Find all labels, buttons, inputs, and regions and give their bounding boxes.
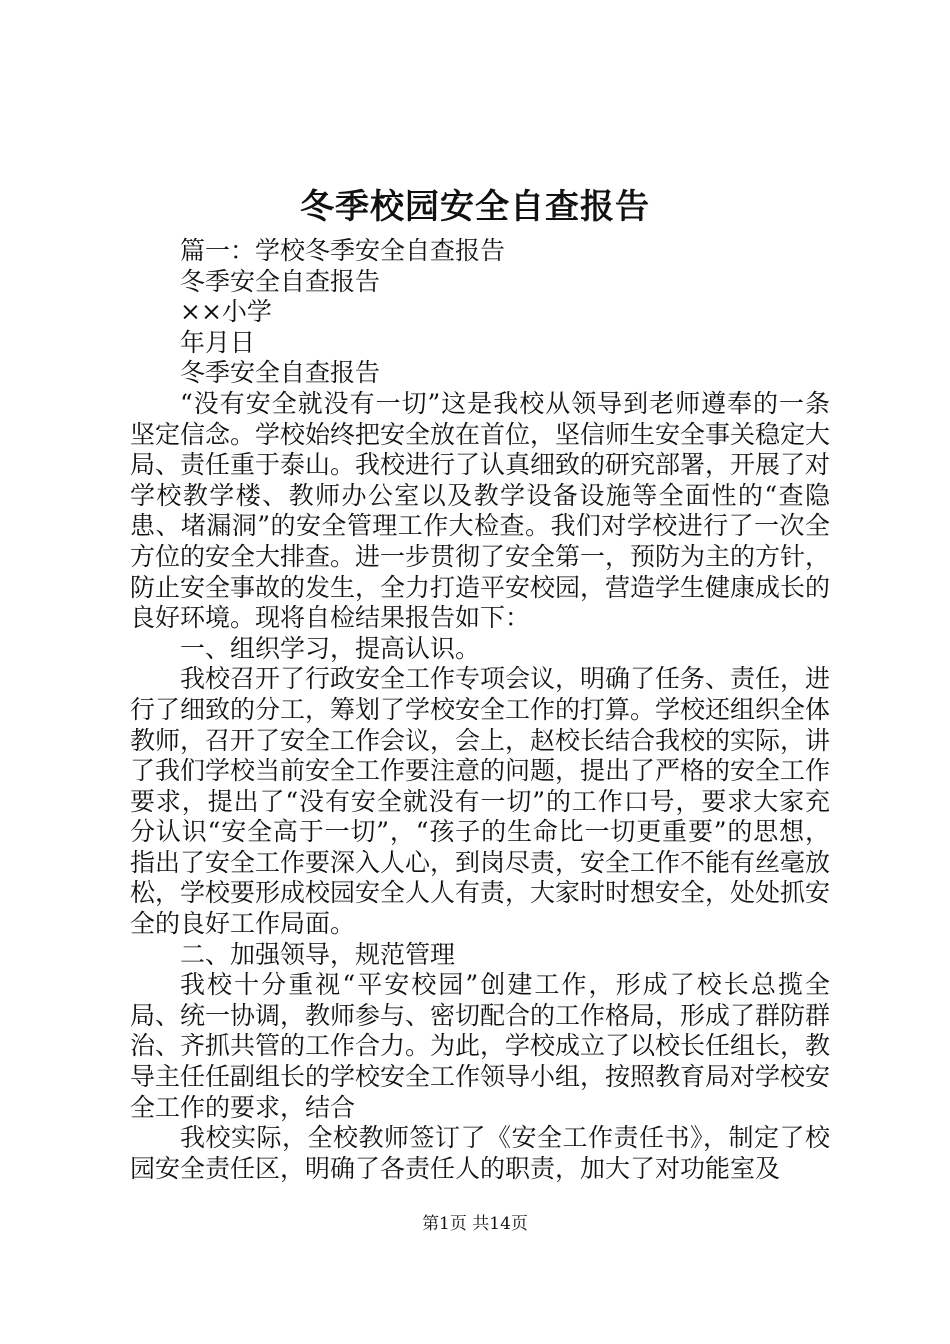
paragraph-body-three: 我校实际，全校教师签订了《安全工作责任书》，制定了校园安全责任区，明确了各责任人的职责，加大了对功能室及 bbox=[130, 1123, 830, 1183]
paragraph-heading-two: 二、加强领导，规范管理 bbox=[180, 939, 456, 969]
page-number-footer: 第1页 共14页 bbox=[422, 1214, 528, 1234]
paragraph-date: 年月日 bbox=[180, 327, 256, 357]
paragraph-body-two: 我校十分重视“平安校园”创建工作，形成了校长总揽全局、统一协调，教师参与、密切配合的工作格局，形成了群防群治、齐抓共管的工作合力。为此，学校成立了以校长任组长，教导主任任副组长的学校安全工作领导小组，按照教育局对学校安全工作的要求，结合 bbox=[130, 970, 831, 1122]
paragraph-body-one: 我校召开了行政安全工作专项会议，明确了任务、责任，进行了细致的分工，筹划了学校安全工作的打算。学校还组织全体教师，召开了安全工作会议，会上，赵校长结合我校的实际，讲了我们学校当前安全工作要注意的问题，提出了严格的安全工作要求，提出了“没有安全就没有一切”的工作口号，要求大家充分认识“安全高于一切”，“孩子的生命比一切更重要”的思想，指出了安全工作要深入人心，到岗尽责，安全工作不能有丝毫放松，学校要形成校园安全人人有责，大家时时想安全，处处抓安全的良好工作局面。 bbox=[130, 664, 831, 939]
paragraph-school-name: ××小学 bbox=[180, 297, 272, 327]
document-body bbox=[130, 236, 830, 1184]
paragraph-intro: “没有安全就没有一切”这是我校从领导到老师遵奉的一条坚定信念。学校始终把安全放在首位，坚信师生安全事关稳定大局、责任重于泰山。我校进行了认真细致的研究部署，开展了对学校教学楼、教师办公室以及教学设备设施等全面性的“查隐患、堵漏洞”的安全管理工作大检查。我们对学校进行了一次全方位的安全大排查。进一步贯彻了安全第一，预防为主的方针，防止安全事故的发生，全力打造平安校园，营造学生健康成长的良好环境。现将自检结果报告如下： bbox=[130, 388, 831, 633]
paragraph-section-heading: 篇一：学校冬季安全自查报告 bbox=[180, 236, 506, 265]
paragraph-report-title: 冬季安全自查报告 bbox=[180, 358, 381, 388]
document-title: 冬季校园安全自查报告 bbox=[300, 187, 650, 227]
paragraph-cover-title: 冬季安全自查报告 bbox=[180, 266, 381, 296]
paragraph-heading-one: 一、组织学习，提高认识。 bbox=[180, 633, 481, 663]
